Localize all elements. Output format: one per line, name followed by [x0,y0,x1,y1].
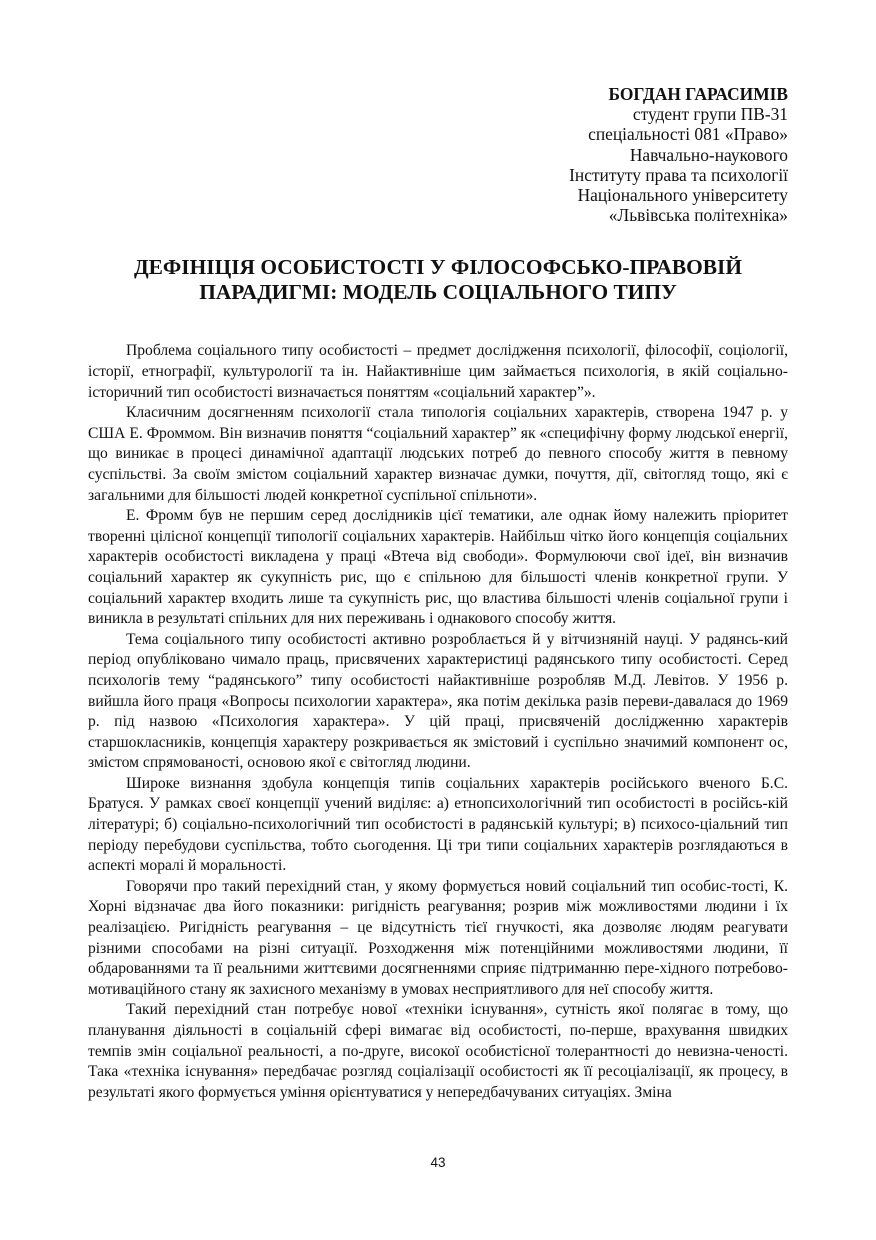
author-affiliation-line: Національного університету [577,185,788,206]
page-number: 43 [430,1155,446,1170]
author-block [88,84,788,225]
author-affiliation-line: Навчально-наукового [629,144,788,165]
author-affiliation-line: спеціальності 081 «Право» [588,124,788,145]
article-title-line: ПАРАДИГМІ: МОДЕЛЬ СОЦІАЛЬНОГО ТИПУ [199,280,677,305]
paragraph: Класичним досягненням психології стала типологія соціальних характерів, створена 1947 р. у США Е. Фроммом. Він визначив поняття “соціальний характер” як «специфічну форму людської енергії, що виникає в процесі динамічної адаптації людських потреб до певного способу життя в певному суспільстві. За своїм змістом соціальний характер визначає думки, почуття, дії, світогляд тощо, які є загальними для більшості людей конкретної суспільної спільноти». [88,404,788,504]
page-content [88,84,788,1103]
article-title-line: ДЕФІНІЦІЯ ОСОБИСТОСТІ У ФІЛОСОФСЬКО-ПРАВОВІЙ [133,255,743,280]
paragraph: Проблема соціального типу особистості – предмет дослідження психології, філософії, соціології, історії, етнографії, культурології та ін. Найактивніше цим займається психологія, в якій соціально-історичний тип особистості визначається поняттям «соціальний характер”». [88,342,788,401]
paragraph: Широке визнання здобула концепція типів соціальних характерів російського вченого Б.С. Братуся. У рамках своєї концепції учений виділяє: а) етнопсихологічний тип особистості в російсь-кій літературі; б) соціально-психологічний тип особистості в радянській культурі; в) психосо-ціальний тип періоду перебудови суспільства, тобто сьогодення. Ці три типи соціальних характерів розглядаються в аспекті моралі й моральності. [88,774,788,875]
paragraph: Тема соціального типу особистості активно розроблається й у вітчизняній науці. У радянсь-кий період опубліковано чимало праць, присвячених характеристиці радянського типу особистості. Серед психологів тему “радянського” типу особистості найактивніше розробляв М.Д. Левітов. У 1956 р. вийшла його праця «Вопросы психологии характера», яка потім декілька разів переви-давалася до 1969 р. під назвою «Психология характера». У цій праці, присвяченій дослідженню характерів старшокласників, концепція характеру розкривається як змістовий і суспільно значимий компонент ос, змістом спрямованості, основою якої є світогляд людини. [88,630,788,772]
paragraph: Е. Фромм був не першим серед дослідників цієї тематики, але однак йому належить пріоритет творенні цілісної концепції типології соціальних характерів. Найбільш чітко його концепція соціальних характерів особистості викладена у праці «Втеча від свободи». Формулюючи свої ідеї, він визначив соціальний характер як сукупність рис, що є спільною для більшості членів конкретної групи. У соціальний характер входить лише та сукупність рис, що властива більшості членів соціальної групи і виникла в результаті спільних для них переживань і однакового способу життя. [88,507,788,628]
article-body [88,341,788,1103]
author-affiliation-line: студент групи ПВ-31 [632,104,788,125]
author-affiliation-line: «Львівська політехніка» [608,205,788,226]
author-affiliation-line: Інституту права та психології [569,164,788,185]
article-title [88,255,788,305]
author-name: БОГДАН ГАРАСИМІВ [608,84,788,104]
paragraph: Такий перехідний стан потребує нової «техніки існування», сутність якої полягає в тому, що планування діяльності в соціальній сфері вимагає від особистості, по-перше, врахування швидких темпів змін соціальної реальності, а по-друге, високої особистісної толерантності до невизна-ченості. Така «техніка існування» передбачає розгляд соціалізації особистості як її ресоціалізації, як процесу, в результаті якого формується уміння орієнтуватися у непередбачуваних ситуаціях. Зміна [88,1001,788,1101]
paragraph: Говорячи про такий перехідний стан, у якому формується новий соціальний тип особис-тості, К. Хорні відзначає два його показники: ригідність реагування; розрив між можливостями людини і їх реалізацією. Ригідність реагування – це відсутність тієї гнучкості, яка дозволяє людям реагувати різними способами на різні ситуації. Розходження між потенційними можливостями людини, її обдарованнями та її реальними життєвими досягненнями сприяє підтриманню пере-хідного потребово-мотиваційного стану як захисного механізму в умовах несприятливого для неї способу життя. [88,877,788,998]
